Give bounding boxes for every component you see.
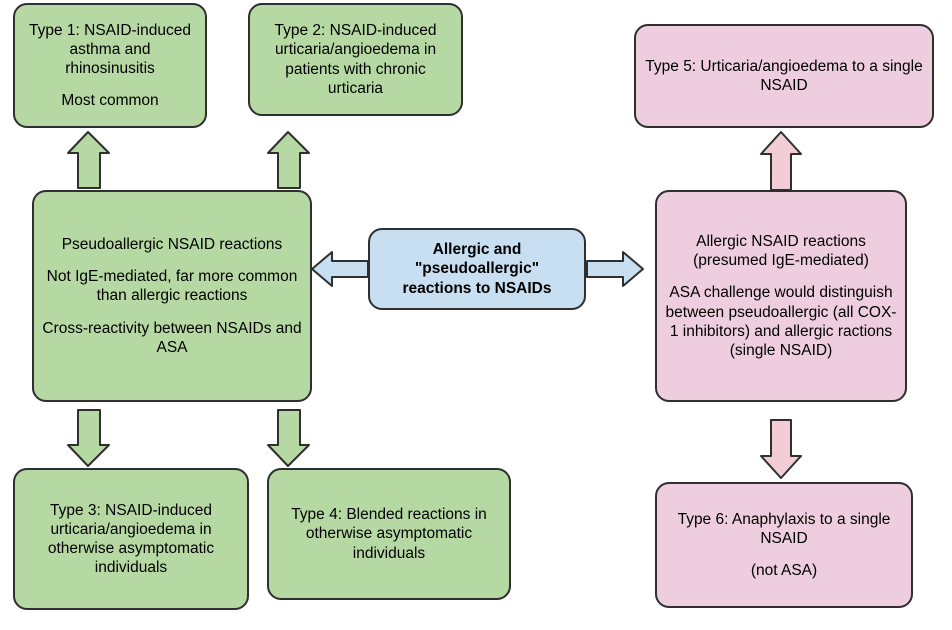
- arrow-center-to-pseudoallergic: [310, 248, 370, 290]
- node-type-1-para-1: Type 1: NSAID-induced asthma and rhinosinusitis: [29, 21, 191, 77]
- node-pseudoallergic-para-1: Pseudoallergic NSAID reactions: [61, 235, 283, 253]
- node-type-4-para-1: Type 4: Blended reactions in otherwise asymptomatic individuals: [291, 506, 487, 562]
- node-type-1: [13, 3, 207, 128]
- node-type-5: [634, 24, 934, 128]
- arrow-allergic-to-type5: [758, 130, 804, 192]
- node-allergic-para-1: Allergic NSAID reactions (presumed IgE-mediated): [693, 232, 869, 270]
- arrow-allergic-to-type6: [758, 418, 804, 480]
- node-allergic-para-2: ASA challenge would distinguish between pseudoallergic (all COX-1 inhibitors) and allergic ractions (single NSAID): [665, 284, 897, 359]
- node-center-line-2: "pseudoallergic": [414, 260, 540, 278]
- node-type-6-para-1: Type 6: Anaphylaxis to a single NSAID: [677, 510, 891, 547]
- node-type-1-para-2: Most common: [61, 92, 159, 110]
- node-type-3-para-1: Type 3: NSAID-induced urticaria/angioedema in otherwise asymptomatic individuals: [47, 501, 215, 577]
- node-type-2-para-1: Type 2: NSAID-induced urticaria/angioedema in patients with chronic urticaria: [274, 22, 437, 97]
- arrow-pseudoallergic-to-type3: [62, 406, 114, 468]
- node-type-4: [267, 468, 511, 600]
- arrow-pseudoallergic-to-type2: [262, 130, 314, 192]
- arrow-center-to-allergic: [585, 248, 645, 290]
- arrow-pseudoallergic-to-type4: [262, 406, 314, 468]
- node-pseudoallergic: [32, 190, 312, 402]
- node-allergic: [655, 190, 907, 402]
- node-center-line-1: Allergic and: [432, 241, 522, 259]
- node-type-2: [248, 3, 463, 116]
- node-type-6: [655, 482, 913, 608]
- node-center: [368, 228, 586, 310]
- node-type-3: [13, 468, 249, 610]
- node-pseudoallergic-para-3: Cross-reactivity between NSAIDs and ASA: [42, 319, 302, 356]
- node-pseudoallergic-para-2: Not IgE-mediated, far more common than allergic reactions: [46, 268, 298, 305]
- node-type-6-para-2: (not ASA): [750, 562, 818, 580]
- arrow-pseudoallergic-to-type1: [62, 130, 114, 192]
- node-center-line-3: reactions to NSAIDs: [402, 279, 552, 297]
- node-type-5-para-1: Type 5: Urticaria/angioedema to a single NSAID: [645, 57, 923, 94]
